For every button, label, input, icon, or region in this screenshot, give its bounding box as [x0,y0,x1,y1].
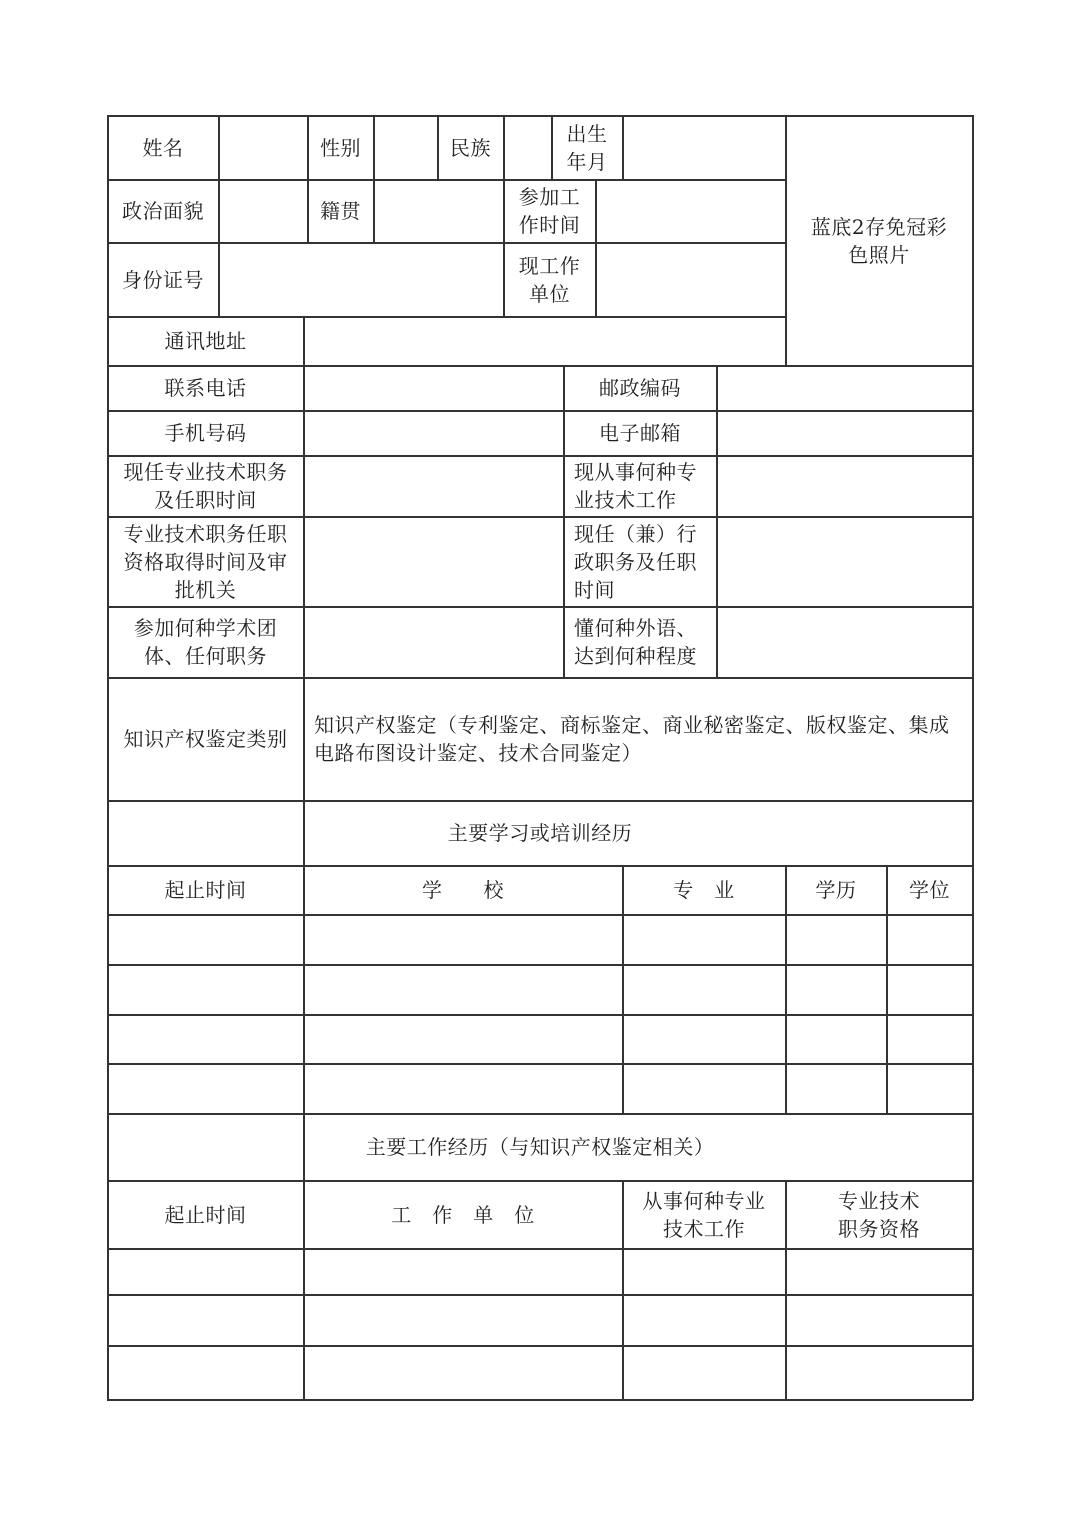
photo-placeholder[interactable]: 蓝底2存免冠彩 色照片 [810,214,948,267]
employer-field[interactable] [596,243,785,316]
admin-post-field[interactable] [717,517,972,606]
mobile-field[interactable] [304,411,563,455]
work-start-label: 参加工 作时间 [518,185,581,237]
phone-label: 联系电话 [164,376,247,400]
native-place-label: 籍贯 [320,199,361,223]
education-row[interactable] [108,1064,972,1113]
birth-date-field[interactable] [623,116,785,179]
qualification-label: 专业技术职务任职 资格取得时间及审 批机关 [123,521,288,602]
email-label: 电子邮箱 [599,421,681,445]
work-section-title: 主要工作经历（与知识产权鉴定相关） [365,1135,715,1159]
work-header-employer: 工 作 单 位 [391,1202,535,1227]
edu-header-education: 学历 [815,878,857,902]
political-status-field[interactable] [219,180,307,242]
work-row[interactable] [108,1249,972,1294]
work-header-period: 起止时间 [164,1202,247,1227]
rule [972,115,974,1400]
address-label: 通讯地址 [164,329,247,353]
education-row[interactable] [108,915,972,964]
edu-header-degree: 学位 [909,878,950,902]
edu-header-major: 专 业 [673,878,735,902]
mobile-label: 手机号码 [164,421,247,445]
language-field[interactable] [717,607,972,677]
current-title-label: 现任专业技术职务 及任职时间 [123,460,288,512]
employer-label: 现工作 单位 [518,253,581,306]
work-header-qualification: 专业技术 职务资格 [838,1188,920,1241]
edu-header-period: 起止时间 [164,878,247,902]
ethnicity-field[interactable] [504,116,551,179]
political-status-label: 政治面貌 [122,199,204,223]
work-header-work-type: 从事何种专业 技术工作 [642,1188,766,1241]
address-field[interactable] [304,317,785,365]
work-type-field[interactable] [717,456,972,516]
ip-category-value[interactable]: 知识产权鉴定（专利鉴定、商标鉴定、商业秘密鉴定、版权鉴定、集成电路布图设计鉴定、技术合同鉴定） [314,713,950,765]
edu-header-school: 学 校 [422,878,504,902]
current-title-field[interactable] [304,456,563,516]
education-row[interactable] [108,965,972,1014]
gender-field[interactable] [374,116,437,179]
ip-category-label: 知识产权鉴定类别 [123,727,288,751]
society-label: 参加何种学术团 体、任何职务 [133,616,278,668]
email-field[interactable] [717,411,972,455]
society-field[interactable] [304,607,563,677]
postcode-label: 邮政编码 [599,376,681,400]
admin-post-label: 现任（兼）行 政职务及任职 时间 [574,521,697,602]
phone-field[interactable] [304,366,563,410]
work-type-label: 现从事何种专 业技术工作 [574,460,697,512]
education-row[interactable] [108,1015,972,1063]
name-label: 姓名 [142,135,184,160]
postcode-field[interactable] [717,366,972,410]
qualification-field[interactable] [304,517,563,606]
gender-label: 性别 [320,135,361,160]
language-label: 懂何种外语、 达到何种程度 [574,616,697,668]
id-number-label: 身份证号 [122,267,204,292]
native-place-field[interactable] [374,180,503,242]
name-field[interactable] [219,116,307,179]
work-start-field[interactable] [596,180,785,242]
id-number-field[interactable] [219,243,503,316]
ethnicity-label: 民族 [450,135,491,160]
work-row[interactable] [108,1295,972,1345]
birth-date-label: 出生 年月 [566,121,608,174]
rule [107,1399,973,1401]
education-section-title: 主要学习或培训经历 [447,821,633,845]
work-row[interactable] [108,1346,972,1399]
